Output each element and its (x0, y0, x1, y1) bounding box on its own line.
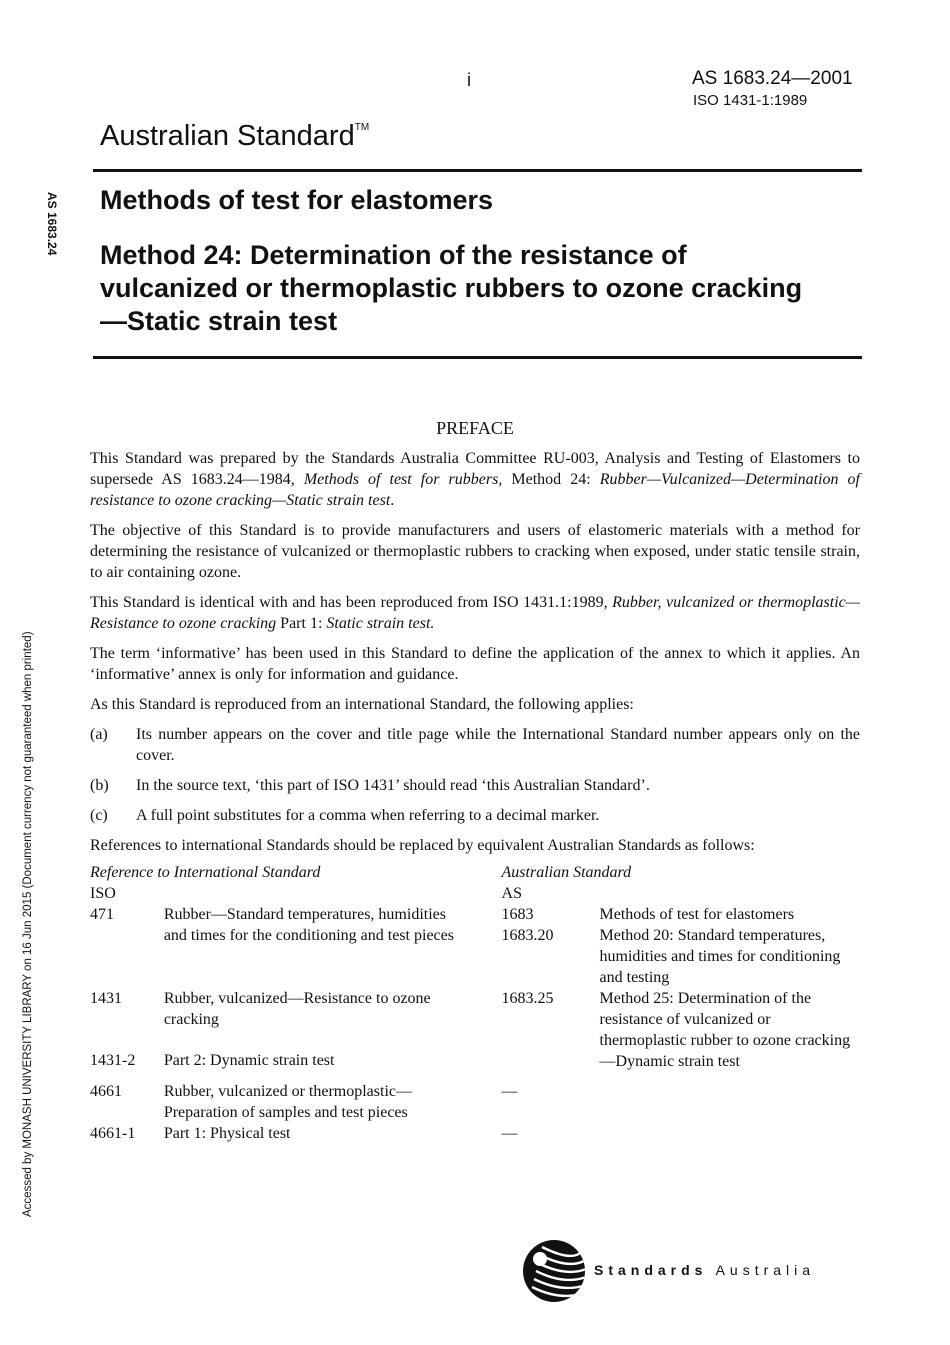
access-watermark: Accessed by MONASH UNIVERSITY LIBRARY on 16 Jun 2015 (Document currency not guaranteed when printed) (22, 631, 34, 1217)
brand-name: Australian Standard (100, 120, 355, 152)
table-row: 471 Rubber—Standard temperatures, humidities and times for the conditioning and test pieces 1683 1683.20 Methods of test for elastomers Method 20: Standard temperatures, humidities and times for conditioning and testing (90, 906, 841, 986)
preface-paragraph-5: As this Standard is reproduced from an international Standard, the following applies: (90, 696, 634, 713)
trademark-symbol: TM (354, 122, 370, 133)
series-title: Methods of test for elastomers (100, 185, 494, 215)
col-header-australian: Australian Standard (501, 864, 632, 881)
table-row: 4661 Rubber, vulcanized or thermoplastic—Preparation of samples and test pieces — (90, 1083, 518, 1121)
table-subheader-row: ISO AS (90, 885, 522, 902)
iso-number: ISO 1431-1:1989 (693, 92, 808, 109)
reference-table (90, 862, 860, 1144)
iso-part: Static strain test. (326, 615, 435, 632)
preface-paragraph-1: This Standard was prepared by the Standards Australia Committee RU-003, Analysis and Testing of Elastomers to supersede AS 1683.24—1984, Methods of test for rubbers, Method 24: Rubber—Vulcanized—Determination of resistance to ozone cracking—Static strain test. (90, 450, 861, 509)
side-standard-code: AS 1683.24 (45, 192, 59, 256)
standards-australia-logo-icon (522, 1239, 586, 1303)
list-item: (b) In the source text, ‘this part of ISO 1431’ should read ‘this Australian Standard’. (90, 777, 650, 794)
table-row: 1431-2 Part 2: Dynamic strain test (90, 1052, 335, 1069)
preface-paragraph-6: References to international Standards should be replaced by equivalent Australian Standards as follows: (90, 837, 755, 854)
page-number: i (467, 70, 471, 90)
table-header-row (90, 862, 860, 883)
standards-australia-wordmark: Standards Australia (594, 1262, 816, 1278)
iso-title: Rubber, vulcanized or thermoplastic—Resistance to ozone cracking (90, 594, 860, 632)
list-item: (a) Its number appears on the cover and title page while the International Standard number appears only on the cover. (90, 726, 860, 764)
table-row: 4661-1 Part 1: Physical test — (90, 1125, 518, 1142)
superseded-title: Methods of test for rubbers, (303, 471, 503, 488)
superseded-method: Rubber—Vulcanized—Determination of resistance to ozone cracking—Static strain test (90, 471, 861, 509)
preface-paragraph-3: This Standard is identical with and has been reproduced from ISO 1431.1:1989, Rubber, vulcanized or thermoplastic—Resistance to ozone cracking Part 1: Static strain test. (90, 594, 860, 632)
bottom-rule (93, 356, 862, 359)
brand-title (100, 120, 369, 153)
top-rule (93, 169, 862, 172)
col-header-international: Reference to International Standard (90, 864, 321, 881)
list-item: (c) A full point substitutes for a comma when referring to a decimal marker. (90, 807, 600, 824)
preface-heading: PREFACE (436, 418, 514, 438)
preface-paragraph-4: The term ‘informative’ has been used in this Standard to define the application of the annex to which it applies. An ‘informative’ annex is only for information and guidance. (90, 645, 860, 683)
method-title: Method 24: Determination of the resistance of vulcanized or thermoplastic rubbers to ozone cracking—Static strain test (100, 240, 803, 336)
table-row: 1431 Rubber, vulcanized—Resistance to ozone cracking 1683.25 Method 25: Determination of the resistance of vulcanized or thermoplastic rubber to ozone cracking—Dynamic strain test (90, 990, 851, 1070)
standard-number: AS 1683.24—2001 (692, 68, 853, 89)
preface-body (90, 418, 860, 1144)
preface-paragraph-2: The objective of this Standard is to provide manufacturers and users of elastomeric materials with a method for determining the resistance of vulcanized or thermoplastic rubbers to cracking when exposed, under static tensile strain, to air containing ozone. (90, 522, 860, 581)
